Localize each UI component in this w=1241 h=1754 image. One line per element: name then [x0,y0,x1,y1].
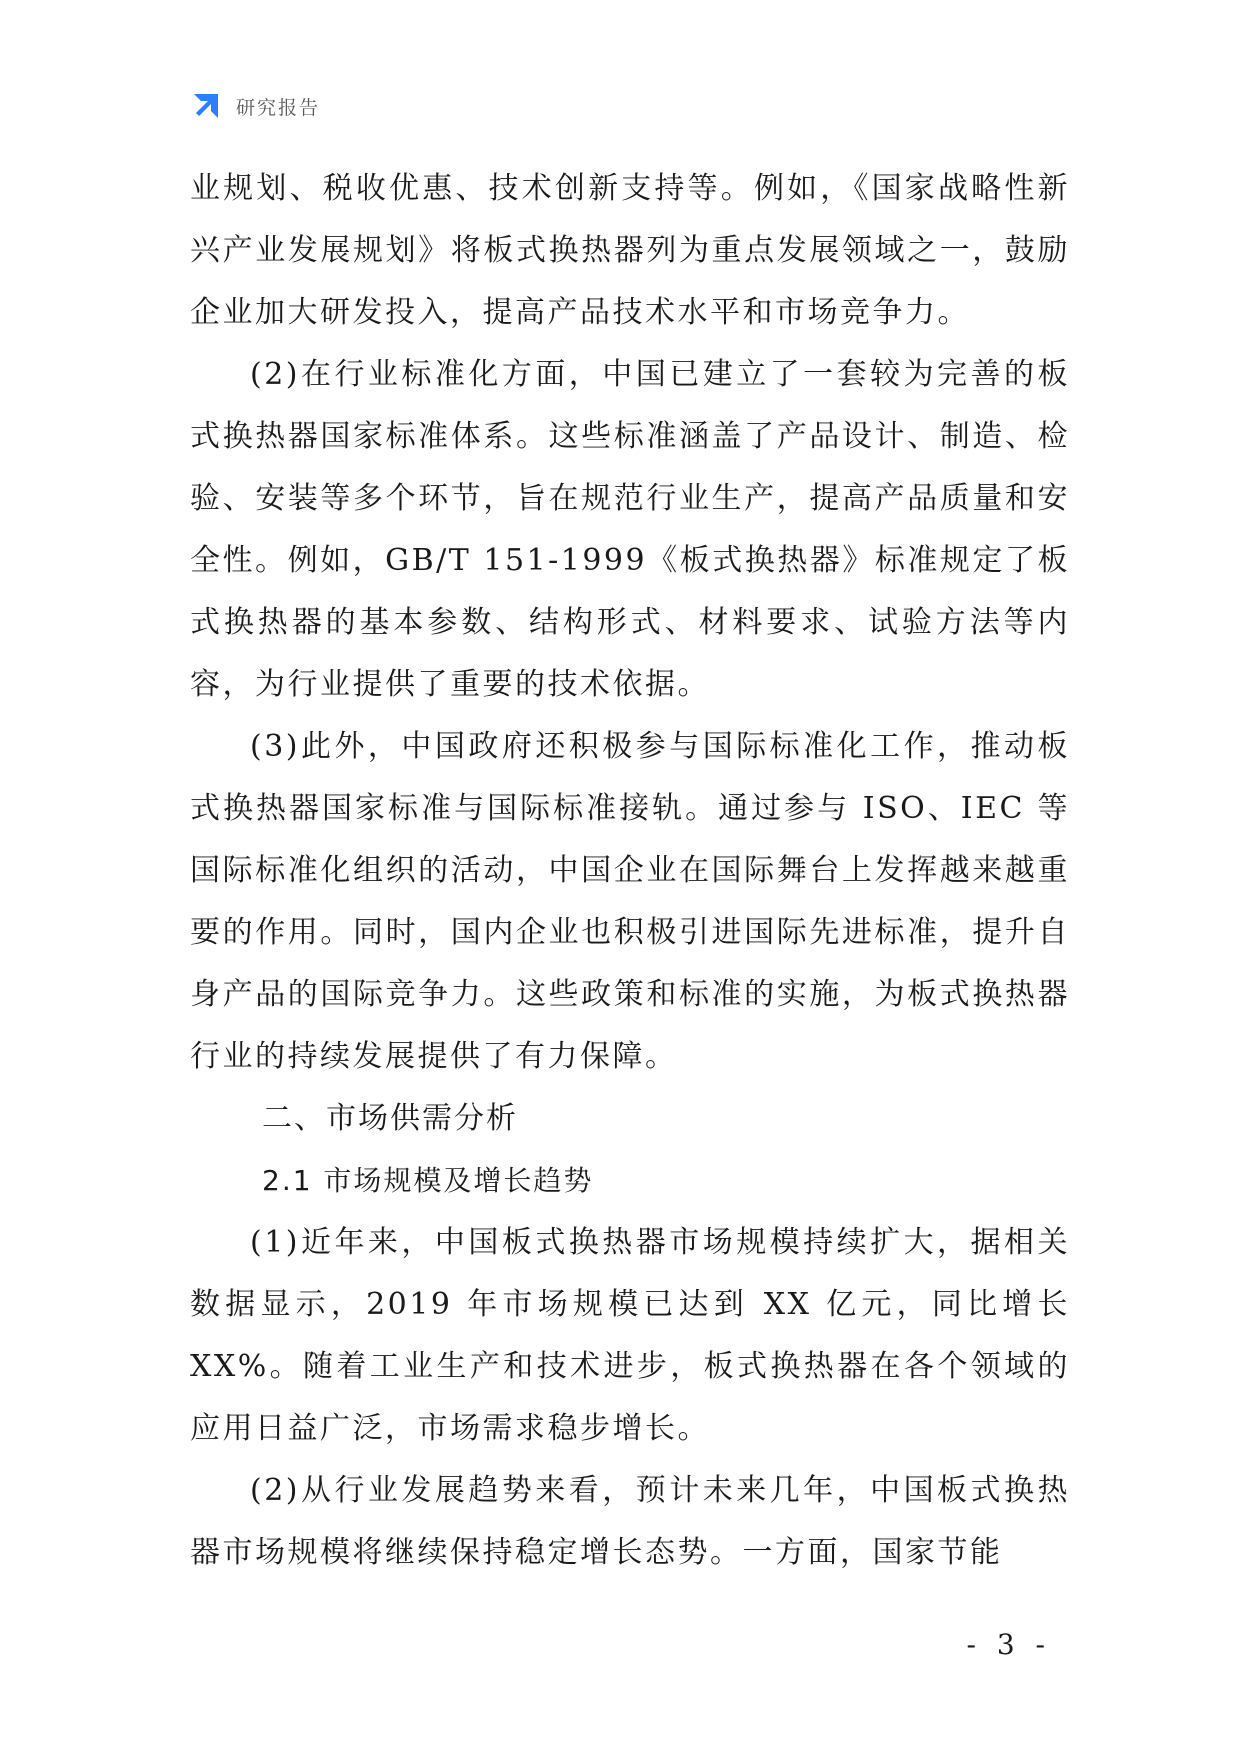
arrow-up-right-icon [190,90,222,122]
paragraph-2: (2)在行业标准化方面，中国已建立了一套较为完善的板式换热器国家标准体系。这些标准涵盖了产品设计、制造、检验、安装等多个环节，旨在规范行业生产，提高产品质量和安全性。例如，GB/T 151-1999《板式换热器》标准规定了板式换热器的基本参数、结构形式、材料要求、试验方法等内容，为行业提供了重要的技术依据。 [190,357,1070,702]
document-body [190,158,1070,1584]
paragraph-1: 业规划、税收优惠、技术创新支持等。例如，《国家战略性新兴产业发展规划》将板式换热器列为重点发展领域之一，鼓励企业加大研发投入，提高产品技术水平和市场竞争力。 [190,171,1070,330]
section-heading: 二、市场供需分析 [262,1101,518,1136]
paragraph-4: (1)近年来，中国板式换热器市场规模持续扩大，据相关数据显示，2019 年市场规模已达到 XX 亿元，同比增长 XX%。随着工业生产和技术进步，板式换热器在各个领域的应用日益广泛，市场需求稳步增长。 [190,1225,1070,1446]
page-header [190,88,320,124]
paragraph-3: (3)此外，中国政府还积极参与国际标准化工作，推动板式换热器国家标准与国际标准接轨。通过参与 ISO、IEC 等国际标准化组织的活动，中国企业在国际舞台上发挥越来越重要的作用。同时，国内企业也积极引进国际先进标准，提升自身产品的国际竞争力。这些政策和标准的实施，为板式换热器行业的持续发展提供了有力保障。 [190,729,1070,1074]
header-title: 研究报告 [236,96,321,119]
paragraph-5: (2)从行业发展趋势来看，预计未来几年，中国板式换热器市场规模将继续保持稳定增长态势。一方面，国家节能 [190,1473,1070,1570]
page-number: - 3 - [966,1628,1051,1661]
subsection-heading: 2.1 市场规模及增长趋势 [262,1164,594,1197]
